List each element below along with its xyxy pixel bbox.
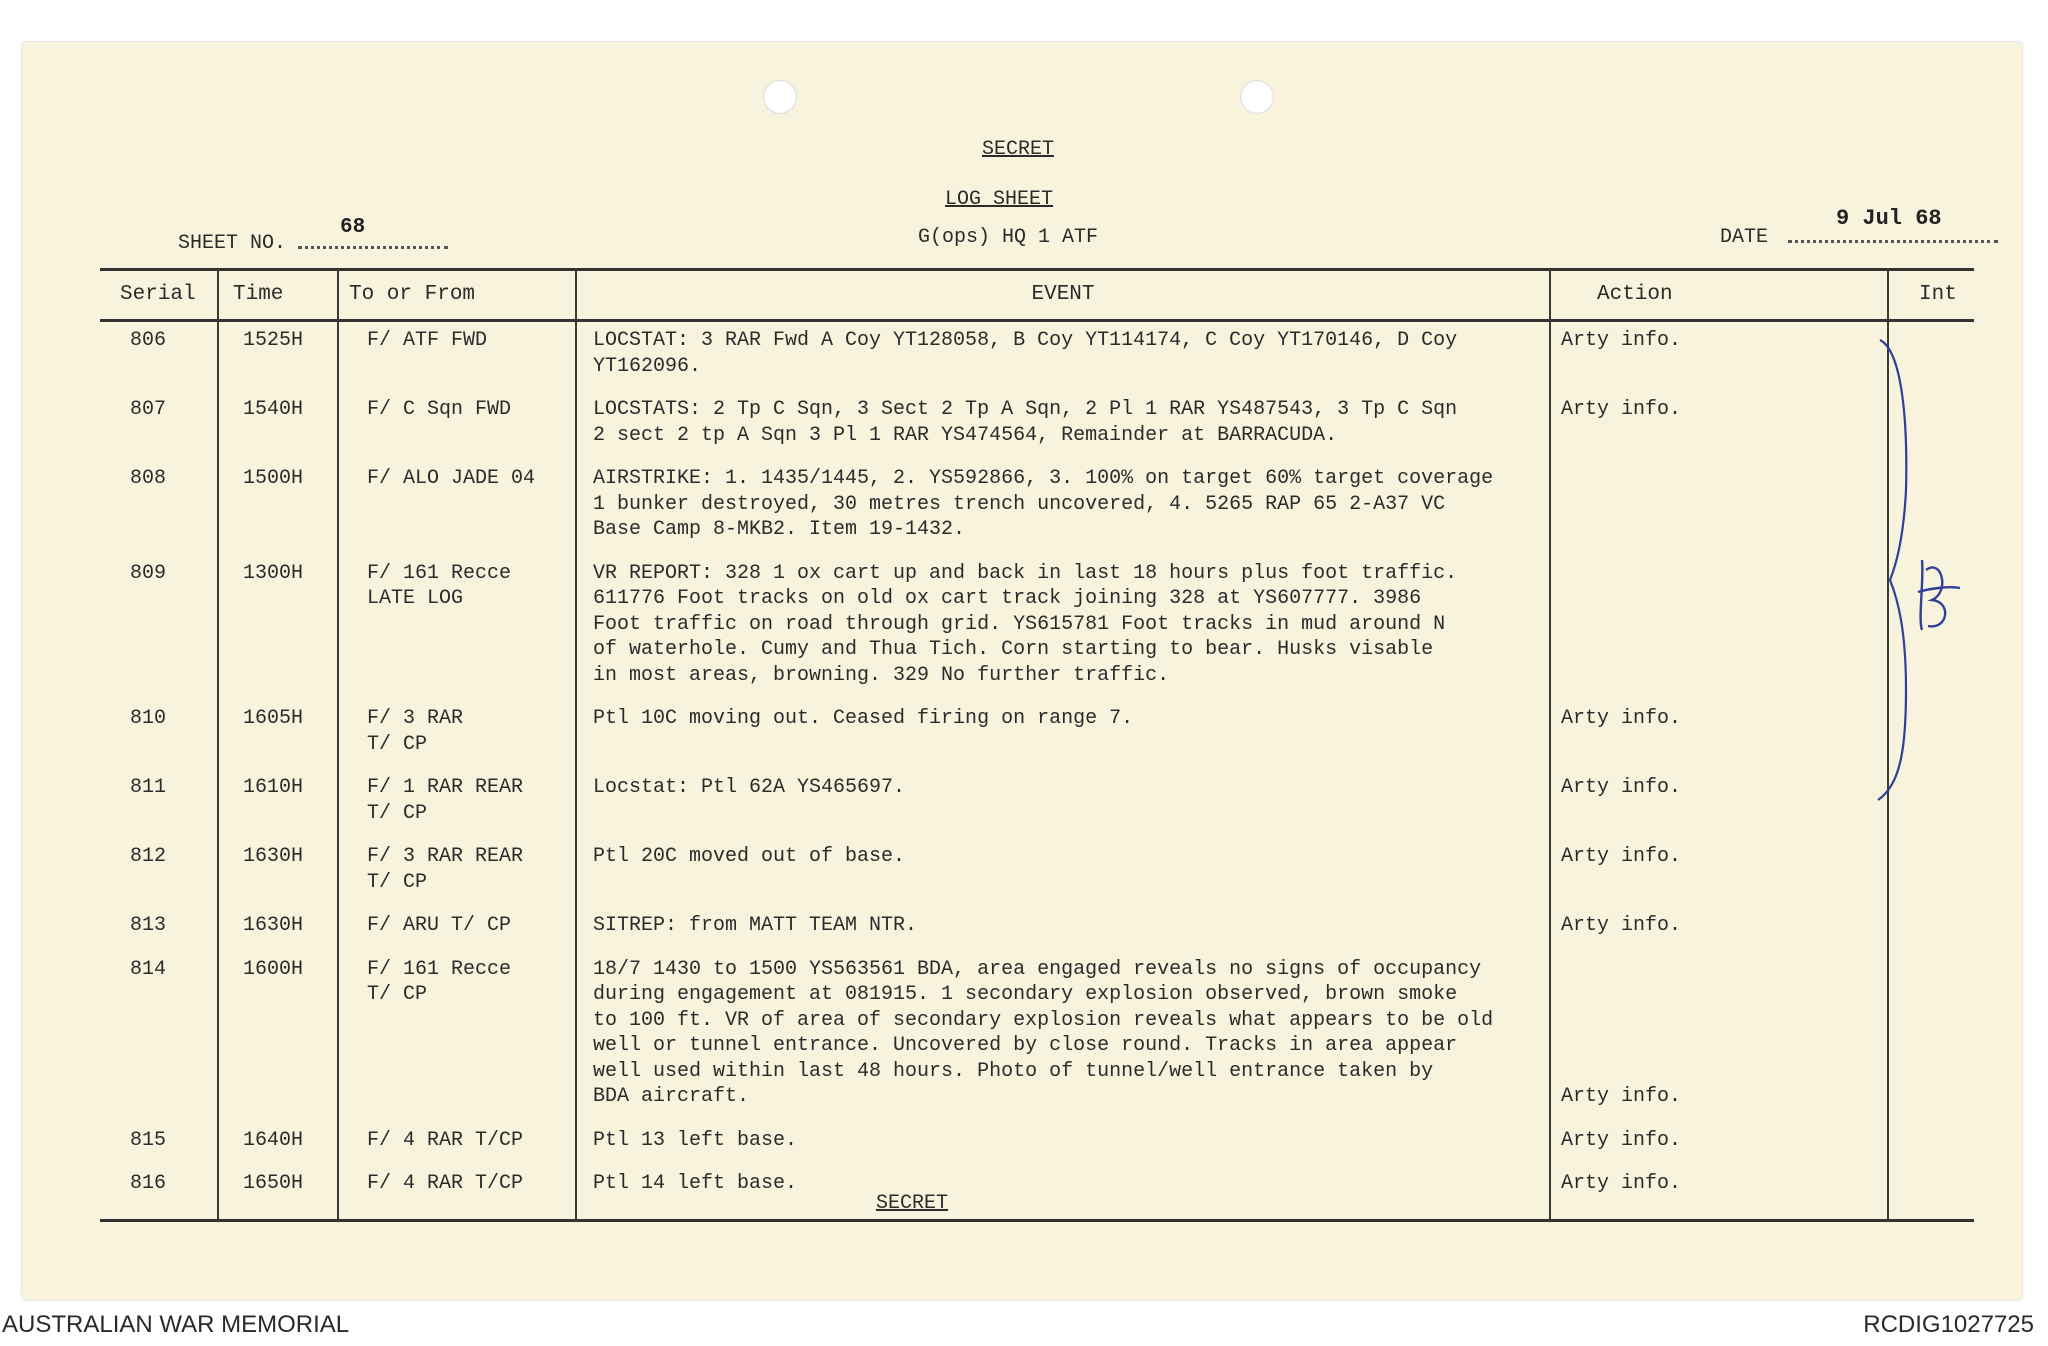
action-text: Arty info.: [1561, 914, 1682, 937]
entry-action: [1550, 555, 1888, 701]
event-line: 611776 Foot tracks on old ox cart track joining 328 at YS607777. 3986: [593, 587, 1422, 610]
unit-heading: G(ops) HQ 1 ATF: [918, 226, 1099, 249]
action-text: Arty info.: [1561, 707, 1682, 730]
entry-event: [576, 1122, 1550, 1166]
entry-to-from: [338, 321, 576, 392]
action-text: Arty info.: [1561, 845, 1682, 868]
log-table-header: [100, 270, 1974, 321]
entry-event: [576, 555, 1550, 701]
log-entry-row: [100, 1122, 1974, 1166]
header-event: EVENT: [576, 270, 1550, 321]
entry-time: 1640H: [218, 1122, 338, 1166]
entry-action: [1550, 769, 1888, 838]
action-text: Arty info.: [1561, 776, 1682, 799]
event-line: Foot traffic on road through grid. YS615781 Foot tracks in mud around N: [593, 612, 1446, 636]
event-line: Base Camp 8-MKB2. Item 19-1432.: [593, 518, 966, 541]
entry-int: [1888, 1122, 1974, 1166]
log-entry-row: [100, 838, 1974, 907]
to-from-line: F/ ARU T/ CP: [367, 914, 512, 937]
entry-serial: 815: [130, 1128, 167, 1152]
event-line: well used within last 48 hours. Photo of tunnel/well entrance taken by: [593, 1059, 1434, 1083]
entry-int: [1888, 951, 1974, 1122]
log-entry-row: [100, 1165, 1974, 1220]
entry-serial: 809: [130, 561, 167, 585]
entry-event: [576, 321, 1550, 392]
entry-event: [576, 951, 1550, 1122]
log-entry-row: [100, 460, 1974, 555]
entry-time: 1600H: [218, 951, 338, 1122]
entry-action: [1550, 391, 1888, 460]
pen-initials-stroke: [1918, 560, 1960, 630]
entry-serial: 813: [130, 914, 167, 937]
entry-event: [576, 391, 1550, 460]
to-from-line: F/ 4 RAR T/CP: [367, 1128, 524, 1152]
date-label: DATE: [1720, 226, 1769, 249]
entry-time: 1650H: [218, 1165, 338, 1220]
entry-int: [1888, 1165, 1974, 1220]
entry-action: [1550, 951, 1888, 1122]
entry-event: [576, 907, 1550, 951]
sheet-no-label: SHEET NO.: [178, 232, 287, 255]
log-entry-row: [100, 391, 1974, 460]
log-entry-row: [100, 907, 1974, 951]
date-value: 9 Jul 68: [1836, 206, 1942, 231]
to-from-line: F/ 3 RAR REAR: [367, 845, 524, 868]
entry-to-from: [338, 1122, 576, 1166]
entry-to-from: [338, 907, 576, 951]
entry-int: [1888, 907, 1974, 951]
date-dotted-line: [1788, 240, 1998, 243]
event-line: Locstat: Ptl 62A YS465697.: [593, 776, 906, 799]
action-text: Arty info.: [1561, 329, 1682, 352]
header-action: Action: [1550, 270, 1888, 321]
log-table: [100, 268, 1974, 1222]
entry-int: [1888, 838, 1974, 907]
entry-serial: 814: [130, 957, 167, 981]
event-line: of waterhole. Cumy and Thua Tich. Corn starting to bear. Husks visable: [593, 638, 1434, 661]
entry-action: [1550, 460, 1888, 555]
log-entry-row: [100, 951, 1974, 1122]
log-entry-row: [100, 321, 1974, 392]
entry-serial: 816: [100, 1165, 218, 1220]
entry-action: [1550, 907, 1888, 951]
to-from-line: F/ 161 Recce: [367, 957, 512, 981]
int-column-pen-mark: [1860, 330, 1980, 810]
footer-institution: AUSTRALIAN WAR MEMORIAL: [2, 1311, 350, 1338]
entry-to-from: [338, 1165, 576, 1220]
entry-to-from: [338, 769, 576, 838]
event-line: in most areas, browning. 329 No further traffic.: [593, 663, 1170, 687]
sheet-no-value: 68: [340, 216, 366, 239]
entry-serial: 810: [130, 707, 167, 730]
header-to-from: To or From: [338, 270, 576, 321]
log-entry-row: [100, 700, 1974, 769]
event-line: Ptl 13 left base.: [593, 1128, 798, 1152]
header-int: Int: [1888, 270, 1974, 321]
event-line: 18/7 1430 to 1500 YS563561 BDA, area engaged reveals no signs of occupancy: [593, 957, 1482, 981]
punch-hole-left: [763, 80, 797, 114]
entry-event: [576, 1165, 1550, 1220]
to-from-line: T/ CP: [367, 801, 428, 825]
to-from-line: F/ ALO JADE 04: [367, 467, 536, 490]
event-line: SITREP: from MATT TEAM NTR.: [593, 914, 918, 937]
classification-bottom: SECRET: [876, 1192, 949, 1215]
entry-to-from: [338, 951, 576, 1122]
event-line: VR REPORT: 328 1 ox cart up and back in last 18 hours plus foot traffic.: [593, 561, 1458, 585]
to-from-line: F/ C Sqn FWD: [367, 398, 512, 421]
entry-action: [1550, 321, 1888, 392]
entry-time: 1610H: [218, 769, 338, 838]
to-from-line: F/ 1 RAR REAR: [367, 776, 524, 799]
action-text: Arty info.: [1561, 1128, 1682, 1152]
entry-event: [576, 460, 1550, 555]
entry-event: [576, 838, 1550, 907]
entry-time: 1300H: [218, 555, 338, 701]
log-table-body: [100, 321, 1974, 1221]
entry-action: [1550, 1165, 1888, 1220]
event-line: LOCSTATS: 2 Tp C Sqn, 3 Sect 2 Tp A Sqn, 2 Pl 1 RAR YS487543, 3 Tp C Sqn: [593, 398, 1458, 421]
entry-to-from: [338, 555, 576, 701]
event-line: Ptl 14 left base.: [593, 1172, 798, 1195]
event-line: well or tunnel entrance. Uncovered by close round. Tracks in area appear: [593, 1034, 1458, 1057]
header-serial: Serial: [100, 270, 218, 321]
entry-to-from: [338, 391, 576, 460]
entry-serial: 806: [130, 329, 167, 352]
to-from-line: F/ 161 Recce: [367, 561, 512, 585]
to-from-line: F/ 3 RAR: [367, 707, 464, 730]
entry-time: 1525H: [218, 321, 338, 392]
entry-action: [1550, 838, 1888, 907]
event-line: Ptl 10C moving out. Ceased firing on range 7.: [593, 707, 1134, 730]
to-from-line: T/ CP: [367, 983, 428, 1006]
action-text: Arty info.: [1561, 398, 1682, 421]
event-line: BDA aircraft.: [593, 1085, 750, 1108]
header-time: Time: [218, 270, 338, 321]
event-line: 2 sect 2 tp A Sqn 3 Pl 1 RAR YS474564, Remainder at BARRACUDA.: [593, 423, 1338, 447]
entry-serial: 807: [130, 398, 167, 421]
to-from-line: T/ CP: [367, 732, 428, 756]
log-entry-row: [100, 555, 1974, 701]
to-from-line: F/ ATF FWD: [367, 329, 488, 352]
entry-event: [576, 769, 1550, 838]
entry-serial: 812: [130, 845, 167, 868]
event-line: to 100 ft. VR of area of secondary explosion reveals what appears to be old: [593, 1008, 1494, 1032]
event-line: 1 bunker destroyed, 30 metres trench uncovered, 4. 5265 RAP 65 2-A37 VC: [593, 492, 1446, 516]
event-line: LOCSTAT: 3 RAR Fwd A Coy YT128058, B Coy YT114174, C Coy YT170146, D Coy: [593, 329, 1458, 352]
punch-hole-right: [1240, 80, 1274, 114]
footer-catalogue-id: RCDIG1027725: [1863, 1311, 2034, 1338]
event-line: AIRSTRIKE: 1. 1435/1445, 2. YS592866, 3. 100% on target 60% target coverage: [593, 467, 1494, 490]
entry-time: 1540H: [218, 391, 338, 460]
entry-to-from: [338, 700, 576, 769]
entry-to-from: [338, 460, 576, 555]
to-from-line: T/ CP: [367, 870, 428, 894]
action-text: Arty info.: [1561, 1172, 1682, 1195]
entry-action: [1550, 1122, 1888, 1166]
entry-to-from: [338, 838, 576, 907]
entry-time: 1605H: [218, 700, 338, 769]
log-sheet-title: LOG SHEET: [945, 188, 1054, 211]
event-line: YT162096.: [593, 354, 702, 378]
entry-serial: 808: [130, 467, 167, 490]
log-entry-row: [100, 769, 1974, 838]
sheet-no-dotted-line: [298, 246, 448, 249]
classification-top: SECRET: [982, 138, 1055, 161]
entry-action: [1550, 700, 1888, 769]
action-text: Arty info.: [1561, 1085, 1682, 1108]
entry-time: 1630H: [218, 838, 338, 907]
entry-event: [576, 700, 1550, 769]
to-from-line: LATE LOG: [367, 587, 464, 610]
entry-time: 1500H: [218, 460, 338, 555]
entry-time: 1630H: [218, 907, 338, 951]
event-line: during engagement at 081915. 1 secondary explosion observed, brown smoke: [593, 983, 1458, 1006]
event-line: Ptl 20C moved out of base.: [593, 845, 906, 868]
pen-bracket-stroke: [1878, 340, 1906, 800]
to-from-line: F/ 4 RAR T/CP: [367, 1172, 524, 1195]
entry-serial: 811: [130, 776, 167, 799]
